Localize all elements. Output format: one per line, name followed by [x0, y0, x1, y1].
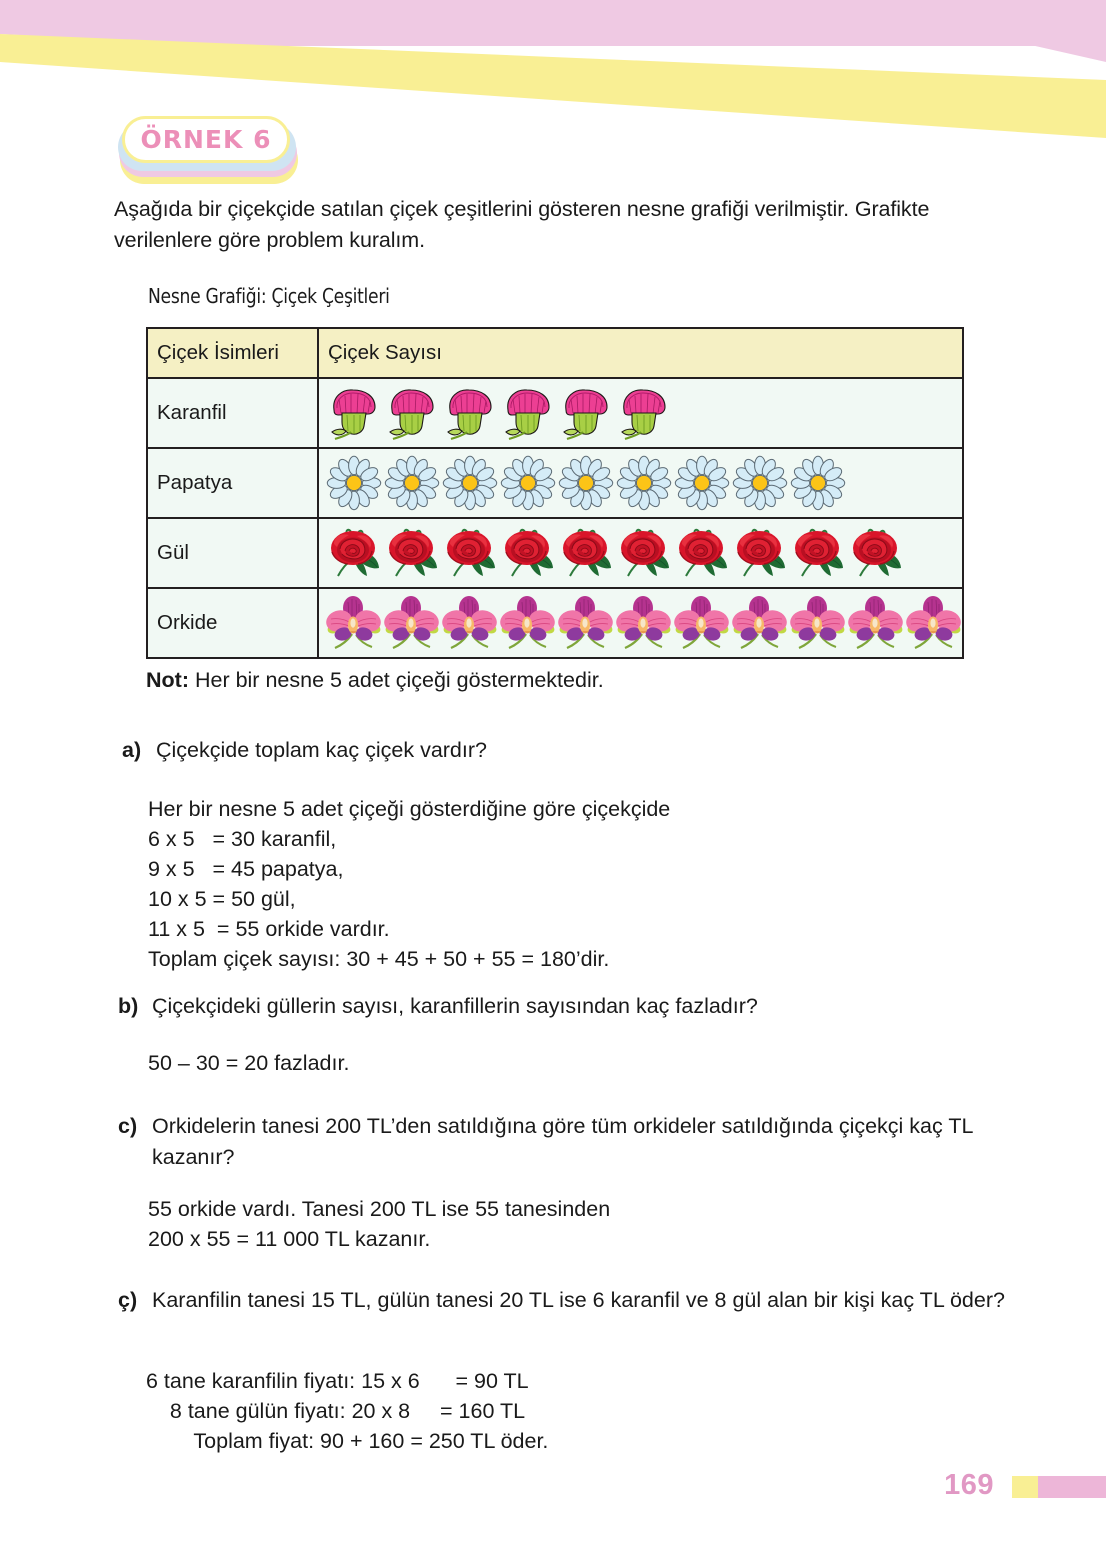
rose-icon: [500, 524, 556, 582]
row-icons-papatya: [318, 448, 963, 518]
question-c-cedilla-text: Karanfilin tanesi 15 TL, gülün tanesi 20 TL ise 6 karanfil ve 8 gül alan bir kişi kaç TL öder?: [152, 1288, 1005, 1312]
note-label: Not:: [146, 668, 189, 692]
rose-icon: [848, 524, 904, 582]
orchid-icon: [790, 594, 846, 652]
orchid-icon: [384, 594, 440, 652]
answer-a: [148, 794, 670, 974]
answer-a-line: 10 x 5 = 50 gül,: [148, 887, 296, 911]
orchid-icon: [848, 594, 904, 652]
row-label-orkide: Orkide: [147, 588, 318, 658]
answer-c-line: 200 x 55 = 11 000 TL kazanır.: [148, 1227, 431, 1251]
note-text: Her bir nesne 5 adet çiçeği göstermektedir.: [188, 668, 604, 692]
daisy-icon: [558, 454, 614, 512]
icon-strip-orchid: [326, 590, 962, 656]
answer-a-line: 9 x 5 = 45 papatya,: [148, 857, 344, 881]
answer-cc-line: 6 tane karanfilin fiyatı: 15 x 6 = 90 TL: [146, 1369, 529, 1393]
carnation-icon: [326, 384, 382, 442]
table-row: [147, 448, 963, 518]
table-row: [147, 378, 963, 448]
answer-cc-line: 8 tane gülün fiyatı: 20 x 8 = 160 TL: [146, 1399, 526, 1423]
carnation-icon: [442, 384, 498, 442]
carnation-icon: [558, 384, 614, 442]
table-row: [147, 588, 963, 658]
daisy-icon: [616, 454, 672, 512]
row-icons-orkide: [318, 588, 963, 658]
daisy-icon: [326, 454, 382, 512]
question-c-text: Orkidelerin tanesi 200 TL’den satıldığına göre tüm orkideler satıldığında çiçekçi kaç TL kazanır?: [152, 1114, 973, 1169]
orchid-icon: [326, 594, 382, 652]
question-c-label: c): [118, 1114, 138, 1138]
daisy-icon: [732, 454, 788, 512]
answer-a-line: 6 x 5 = 30 karanfil,: [148, 827, 337, 851]
header-flower-count: Çiçek Sayısı: [318, 328, 963, 378]
answer-c-cedilla: [146, 1366, 548, 1456]
orchid-icon: [906, 594, 962, 652]
carnation-icon: [500, 384, 556, 442]
intro-paragraph: Aşağıda bir çiçekçide satılan çiçek çeşitlerini gösteren nesne grafiği verilmiştir. Grafikte verilenlere göre problem kuralım.: [114, 197, 930, 252]
header-flower-names: Çiçek İsimleri: [147, 328, 318, 378]
daisy-icon: [500, 454, 556, 512]
rose-icon: [384, 524, 440, 582]
daisy-icon: [790, 454, 846, 512]
question-b-label: b): [118, 994, 139, 1018]
object-graph-table: [146, 327, 964, 659]
rose-icon: [558, 524, 614, 582]
question-c: [118, 1111, 1008, 1173]
orchid-icon: [674, 594, 730, 652]
answer-b: [148, 1048, 349, 1078]
answer-a-line: Her bir nesne 5 adet çiçeği gösterdiğine göre çiçekçide: [148, 797, 671, 821]
question-a-label: a): [122, 738, 142, 762]
example-badge: [118, 116, 308, 186]
footer-pink-block: [1038, 1476, 1106, 1498]
answer-cc-line: Toplam fiyat: 90 + 160 = 250 TL öder.: [146, 1429, 549, 1453]
answer-a-line: 11 x 5 = 55 orkide vardır.: [148, 917, 390, 941]
row-icons-gul: [318, 518, 963, 588]
question-b: [118, 991, 998, 1022]
row-label-papatya: Papatya: [147, 448, 318, 518]
rose-icon: [790, 524, 846, 582]
question-b-text: Çiçekçideki güllerin sayısı, karanfillerin sayısından kaç fazladır?: [152, 994, 758, 1018]
rose-icon: [732, 524, 788, 582]
table-header-row: [147, 328, 963, 378]
answer-c-line: 55 orkide vardı. Tanesi 200 TL ise 55 tanesinden: [148, 1197, 611, 1221]
icon-strip-daisy: [326, 450, 962, 516]
note-line: [146, 668, 604, 693]
answer-b-line: 50 – 30 = 20 fazladır.: [148, 1051, 350, 1075]
orchid-icon: [558, 594, 614, 652]
graph-title: Nesne Grafiği: Çiçek Çeşitleri: [148, 284, 390, 308]
table-row: [147, 518, 963, 588]
row-icons-karanfil: [318, 378, 963, 448]
carnation-icon: [616, 384, 672, 442]
page-number: 169: [944, 1469, 994, 1501]
orchid-icon: [442, 594, 498, 652]
question-c-cedilla: [118, 1285, 1008, 1316]
question-a: [122, 735, 1002, 766]
badge-face: [122, 116, 290, 163]
question-c-cedilla-label: ç): [118, 1288, 138, 1312]
rose-icon: [442, 524, 498, 582]
answer-a-line: Toplam çiçek sayısı: 30 + 45 + 50 + 55 = 180’dir.: [148, 947, 610, 971]
orchid-icon: [732, 594, 788, 652]
rose-icon: [326, 524, 382, 582]
orchid-icon: [616, 594, 672, 652]
question-a-text: Çiçekçide toplam kaç çiçek vardır?: [156, 738, 487, 762]
footer-yellow-block: [1012, 1476, 1038, 1498]
daisy-icon: [674, 454, 730, 512]
rose-icon: [616, 524, 672, 582]
answer-c: [148, 1194, 610, 1254]
row-label-karanfil: Karanfil: [147, 378, 318, 448]
icon-strip-rose: [326, 520, 962, 586]
badge-label: ÖRNEK 6: [140, 125, 272, 154]
row-label-gul: Gül: [147, 518, 318, 588]
daisy-icon: [442, 454, 498, 512]
icon-strip-carnation: [326, 380, 962, 446]
carnation-icon: [384, 384, 440, 442]
orchid-icon: [500, 594, 556, 652]
rose-icon: [674, 524, 730, 582]
daisy-icon: [384, 454, 440, 512]
